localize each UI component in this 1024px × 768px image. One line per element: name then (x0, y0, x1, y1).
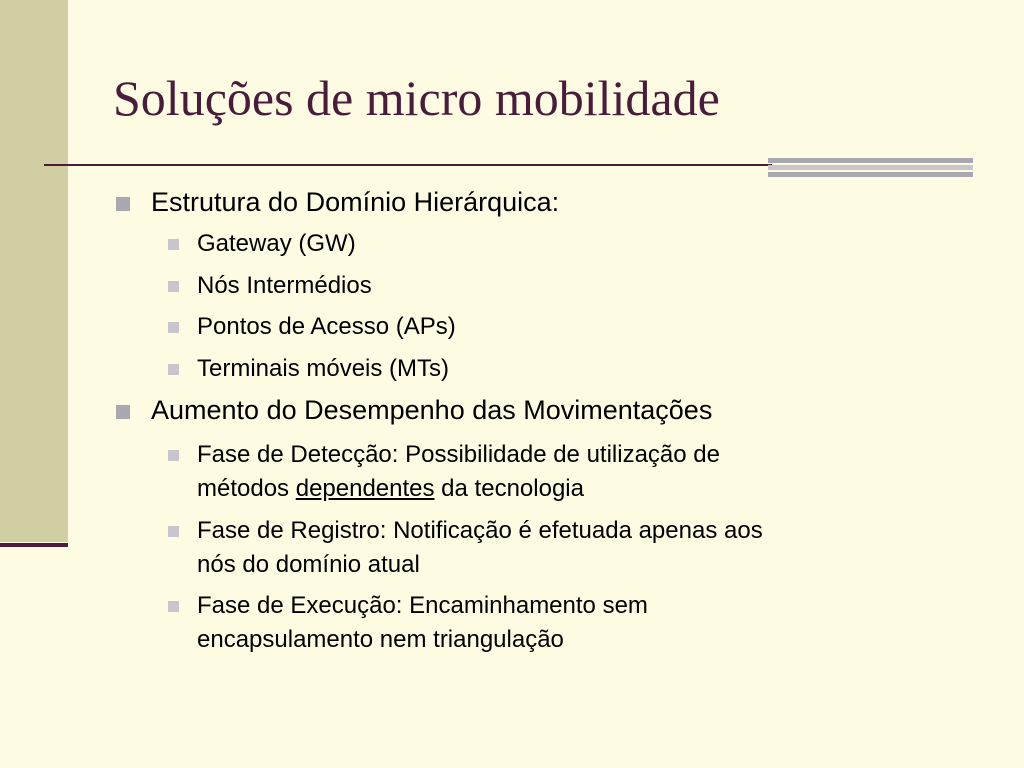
slide-title: Soluções de micro mobilidade (113, 70, 720, 126)
title-accent-bands (768, 158, 973, 178)
sub-bullet-item (197, 438, 720, 506)
sub-bullet-line: encapsulamento nem triangulação (197, 626, 564, 653)
sub-bullet-item: Pontos de Acesso (APs) (197, 313, 456, 340)
title-divider (44, 164, 772, 166)
bullet-item: Aumento do Desempenho das Movimentações (151, 395, 713, 425)
sub-bullet-item (197, 514, 763, 582)
sub-bullet-line: da tecnologia (434, 475, 584, 502)
bullet-item: Estrutura do Domínio Hierárquica: (151, 187, 560, 217)
sub-bullet-line: Fase de Detecção: Possibilidade de utilização de (197, 441, 720, 468)
underlined-word: dependentes (295, 475, 435, 502)
sub-bullet-square-icon (168, 364, 179, 375)
sub-bullet-square-icon (168, 281, 179, 292)
sub-bullet-item: Gateway (GW) (197, 230, 356, 257)
sub-bullet-item: Terminais móveis (MTs) (197, 355, 450, 382)
left-sidebar-band (0, 0, 68, 542)
sub-bullet-line: nós do domínio atual (197, 551, 420, 578)
bullet-square-icon (116, 405, 130, 419)
sub-bullet-line: Fase de Registro: Notificação é efetuada apenas aos (197, 517, 763, 544)
sub-bullet-item (197, 589, 648, 657)
sub-bullet-line: Fase de Execução: Encaminhamento sem (197, 592, 648, 619)
left-sidebar-accent (0, 543, 68, 547)
sub-bullet-square-icon (168, 450, 179, 461)
sub-bullet-square-icon (168, 526, 179, 537)
sub-bullet-line: métodos (197, 475, 296, 502)
sub-bullet-square-icon (168, 239, 179, 250)
sub-bullet-square-icon (168, 601, 179, 612)
sub-bullet-item: Nós Intermédios (197, 272, 372, 299)
bullet-square-icon (116, 197, 130, 211)
sub-bullet-square-icon (168, 322, 179, 333)
